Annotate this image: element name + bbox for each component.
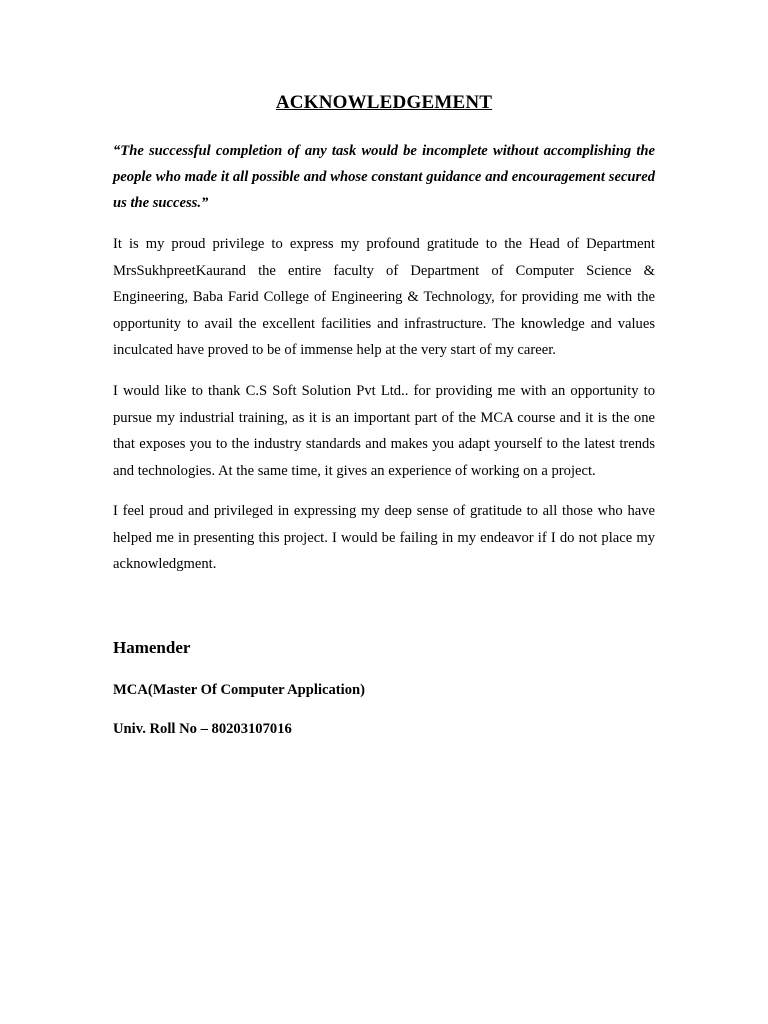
paragraph-closing: I feel proud and privileged in expressing my deep sense of gratitude to all those who have helped me in presenting this project. I would be failing in my endeavor if I do not place my acknowledgment. — [113, 503, 655, 573]
paragraph-gratitude-department: It is my proud privilege to express my profound gratitude to the Head of Department MrsSukhpreetKaurand the entire faculty of Department of Computer Science & Engineering, Baba Farid College of Engineering & Technology, for providing me with the opportunity to avail the excellent facilities and infrastructure. The knowledge and values inculcated have proved to be of immense help at the very start of my career. — [113, 236, 655, 359]
signature-roll-number: Univ. Roll No – 80203107016 — [113, 721, 292, 737]
opening-quote: “The successful completion of any task would be incomplete without accomplishing the people who made it all possible and whose constant guidance and encouragement secured us the success.” — [113, 143, 655, 211]
page-title: ACKNOWLEDGEMENT — [275, 92, 493, 113]
signature-course: MCA(Master Of Computer Application) — [113, 682, 365, 698]
paragraph-thanks-company: I would like to thank C.S Soft Solution Pvt Ltd.. for providing me with an opportunity to pursue my industrial training, as it is an important part of the MCA course and it is the one that exposes you to the industry standards and makes you adapt yourself to the latest trends and technologies. At the same time, it gives an experience of working on a project. — [113, 383, 655, 479]
signature-name: Hamender — [113, 638, 191, 657]
